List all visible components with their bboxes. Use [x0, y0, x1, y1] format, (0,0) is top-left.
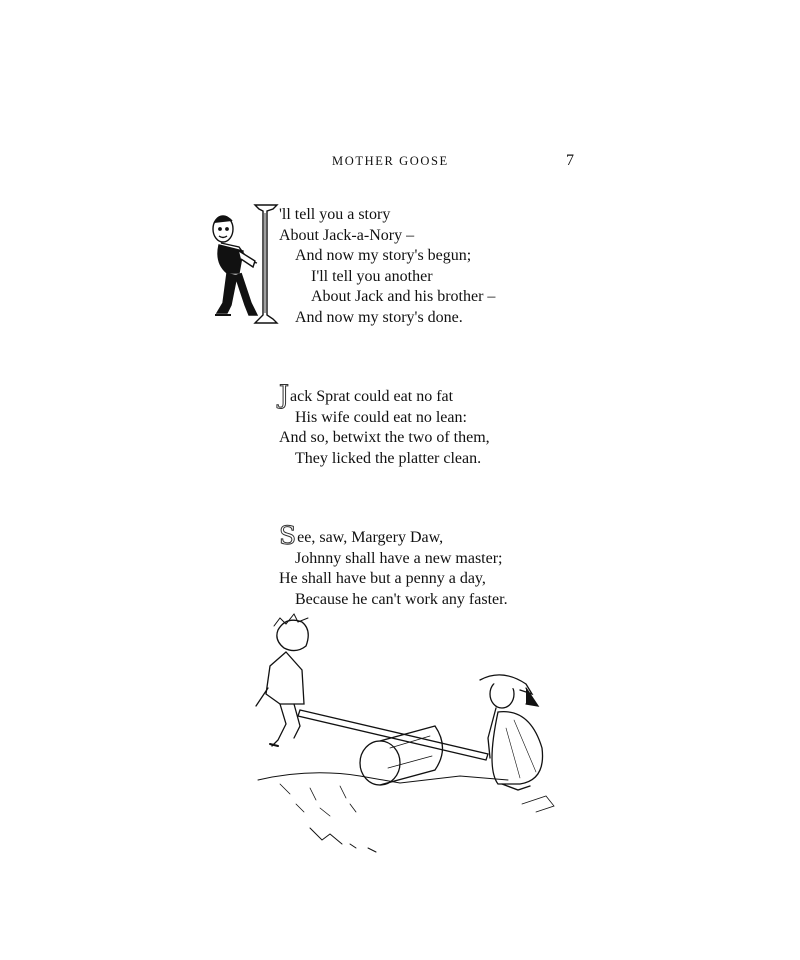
running-head-title: MOTHER GOOSE — [332, 154, 449, 168]
poem-line: They licked the platter clean. — [295, 449, 482, 467]
poem-line: I'll tell you another — [311, 267, 433, 285]
dropcap-letter: S — [279, 521, 297, 550]
poem-line: Jack Sprat could eat no fat — [279, 380, 454, 409]
dropcap-i-gentleman-illustration — [205, 203, 280, 328]
poem-line: Because he can't work any faster. — [295, 590, 508, 608]
poem-line: And now my story's begun; — [295, 247, 472, 264]
poem-line: He shall have but a penny a day, — [279, 570, 486, 587]
dropcap-letter: J — [279, 380, 290, 409]
poem-line: 'll tell you a story — [279, 206, 391, 223]
poem-line: And so, betwixt the two of them, — [279, 429, 490, 446]
poem-jack-a-nory — [279, 205, 495, 328]
poem-see-saw — [279, 521, 508, 610]
poem-line: About Jack and his brother – — [311, 288, 496, 305]
poem-line: His wife could eat no lean: — [295, 408, 467, 426]
poem-jack-sprat — [279, 380, 490, 469]
seesaw-children-illustration — [250, 608, 570, 858]
poem-line: And now my story's done. — [295, 308, 463, 326]
poem-line: Johnny shall have a new master; — [295, 549, 503, 567]
page-number: 7 — [566, 152, 574, 169]
poem-line: See, saw, Margery Daw, — [279, 521, 444, 550]
poem-line: About Jack-a-Nory – — [279, 226, 415, 244]
